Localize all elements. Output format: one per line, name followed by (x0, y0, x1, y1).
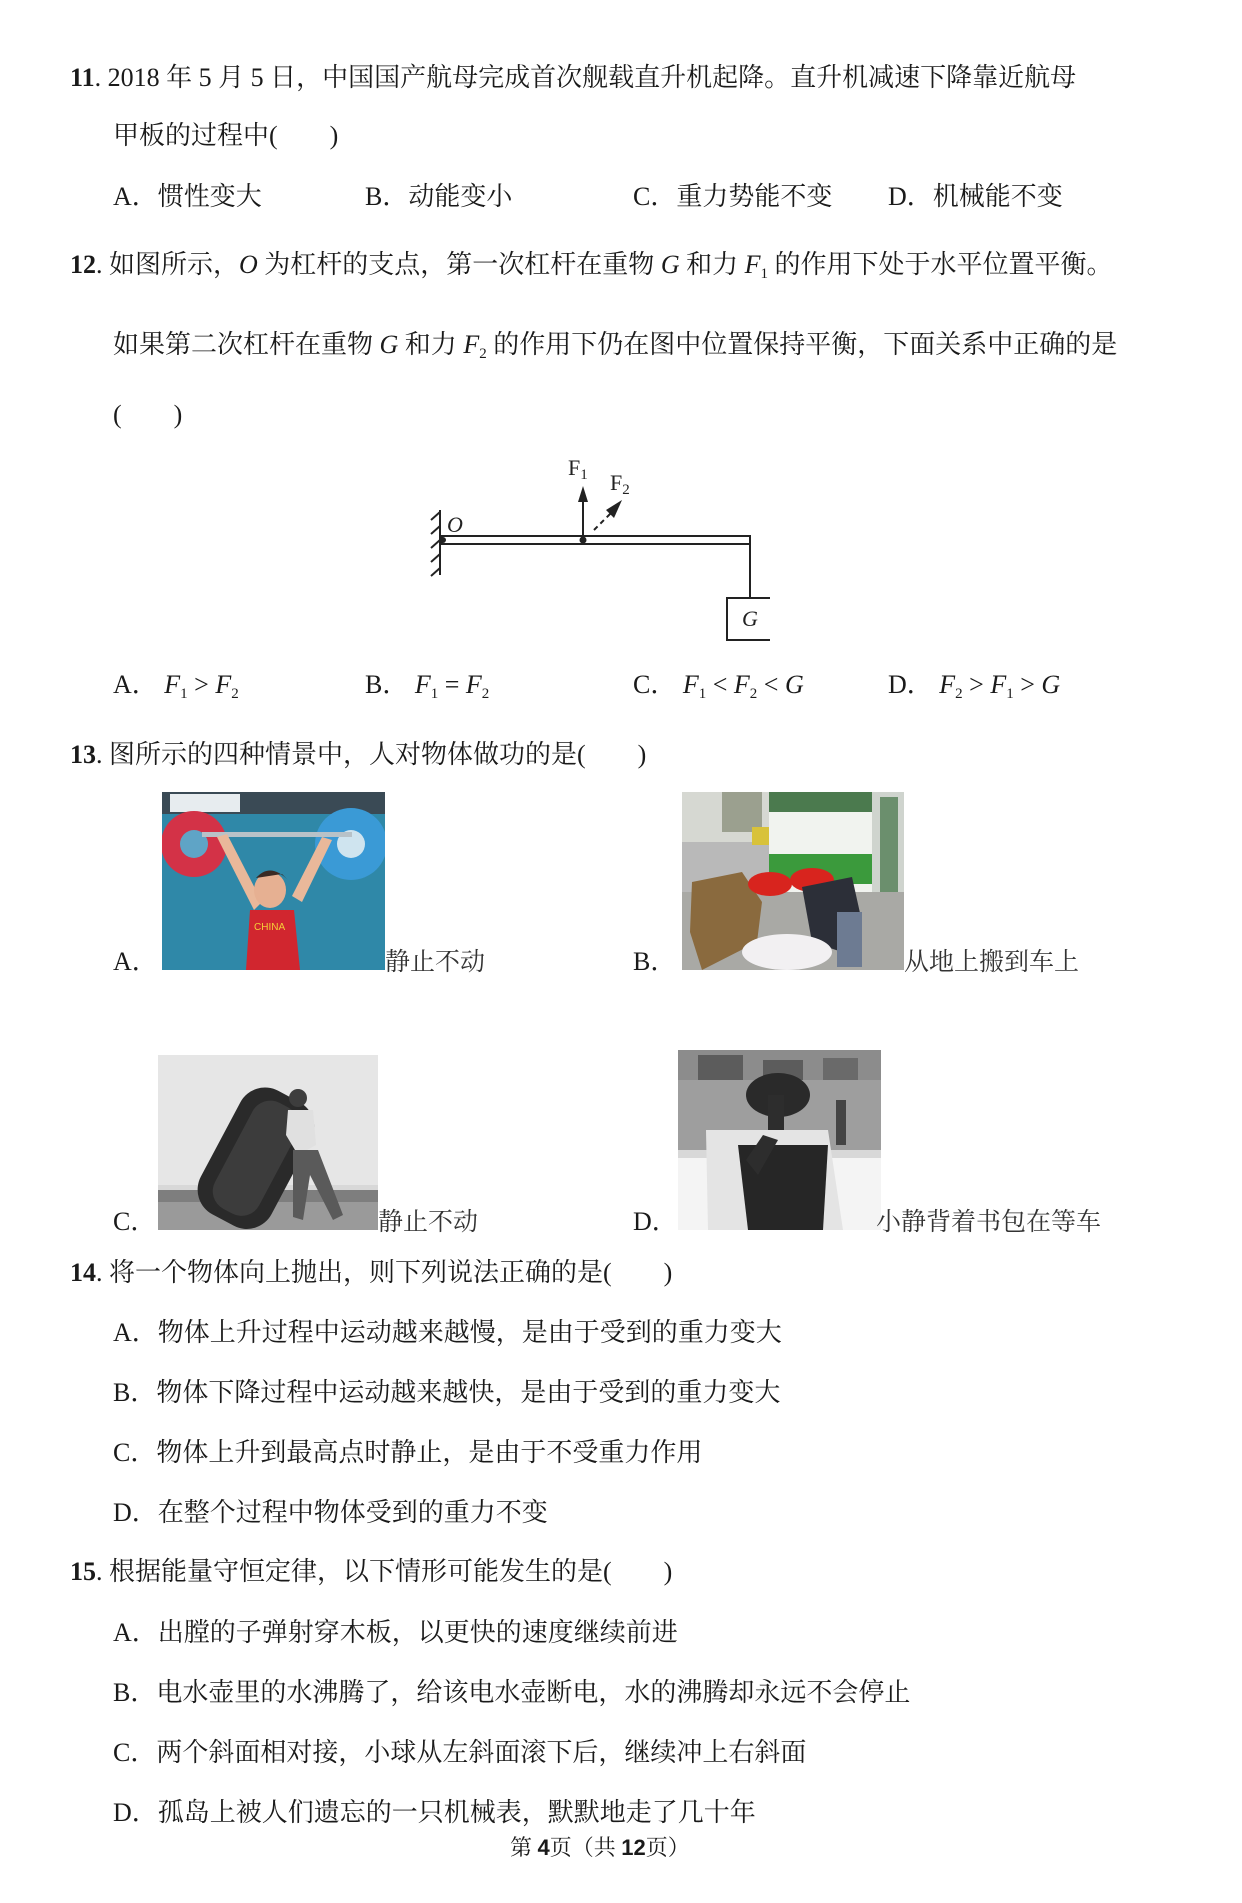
question-11-option-b[interactable]: B．动能变小 (365, 182, 513, 211)
question-11-stem-line-1: 11. 2018 年 5 月 5 日，中国国产航母完成首次舰载直升机起降。直升机减速下降靠近航母 (70, 63, 1077, 92)
question-12-option-d[interactable]: D． $F_2 > F_1 > G$ (888, 670, 1061, 702)
wall-hatch-icon (431, 510, 440, 576)
question-14-stem: 14. 将一个物体向上抛出，则下列说法正确的是( ) (70, 1258, 673, 1287)
question-14-option-c[interactable]: C．物体上升到最高点时静止，是由于不受重力作用 (113, 1438, 703, 1467)
current-page: 4 (537, 1835, 550, 1860)
question-13-option-d-label[interactable]: D． (633, 1207, 678, 1236)
lever-diagram (430, 440, 770, 650)
question-13-option-c-label[interactable]: C． (113, 1207, 157, 1236)
question-15-option-c[interactable]: C．两个斜面相对接，小球从左斜面滚下后，继续冲上右斜面 (113, 1738, 807, 1767)
question-13-option-b-caption: 从地上搬到车上 (904, 947, 1080, 976)
pivot-label: O (447, 512, 463, 537)
question-14-option-b[interactable]: B．物体下降过程中运动越来越快，是由于受到的重力变大 (113, 1378, 781, 1407)
question-13-option-d-caption: 小静背着书包在等车 (876, 1207, 1102, 1236)
question-12-stem-line-2: 如果第二次杠杆在重物 G 和力 $F_2$ 的作用下仍在图中位置保持平衡，下面关系中正确的是 (113, 330, 1118, 362)
svg-text:G: G (742, 606, 758, 631)
question-11-option-a[interactable]: A．惯性变大 (113, 182, 262, 211)
question-12-option-b[interactable]: B． $F_1 = F_2$ (365, 670, 490, 702)
force-f2-arrow-icon (594, 500, 622, 530)
question-15-option-a[interactable]: A．出膛的子弹射穿木板，以更快的速度继续前进 (113, 1618, 678, 1647)
svg-text:CHINA: CHINA (254, 922, 286, 933)
question-number: 12 (70, 250, 96, 279)
question-13-option-a-caption: 静止不动 (385, 947, 486, 976)
question-11-stem-line-2: 甲板的过程中( ) (113, 121, 339, 150)
total-pages: 12 (621, 1835, 646, 1860)
question-13-option-c-caption: 静止不动 (378, 1207, 479, 1236)
question-12-option-c[interactable]: C． $F_1 < F_2 < G$ (633, 670, 804, 702)
girl-backpack-photo (678, 1050, 881, 1230)
weightlifter-photo (162, 792, 385, 970)
question-11-option-c[interactable]: C．重力势能不变 (633, 182, 833, 211)
lever-bar (442, 536, 750, 544)
page-footer: 第 4页（共 12页） (510, 1835, 690, 1860)
question-12-option-a[interactable]: A． $F_1 > F_2$ (113, 670, 239, 702)
pushing-tire-photo (158, 1055, 378, 1230)
question-number: 14 (70, 1258, 96, 1287)
svg-text:F1: F1 (568, 455, 588, 483)
question-13-stem: 13. 图所示的四种情景中，人对物体做功的是( ) (70, 740, 647, 769)
question-14-option-a[interactable]: A．物体上升过程中运动越来越慢，是由于受到的重力变大 (113, 1318, 782, 1347)
question-number: 11 (70, 63, 95, 92)
force-f1-arrow-icon (578, 486, 588, 538)
question-13-option-b-label[interactable]: B． (633, 947, 677, 976)
question-14-option-d[interactable]: D．在整个过程中物体受到的重力不变 (113, 1498, 548, 1527)
question-number: 13 (70, 740, 96, 769)
question-15-stem: 15. 根据能量守恒定律，以下情形可能发生的是( ) (70, 1557, 673, 1586)
question-number: 15 (70, 1557, 96, 1586)
svg-text:F2: F2 (610, 470, 630, 498)
lifting-bag-photo (682, 792, 904, 970)
question-12-answer-blank: ( ) (113, 400, 183, 429)
question-15-option-b[interactable]: B．电水壶里的水沸腾了，给该电水壶断电，水的沸腾却永远不会停止 (113, 1678, 911, 1707)
question-13-option-a-label[interactable]: A． (113, 947, 158, 976)
question-15-option-d[interactable]: D．孤岛上被人们遗忘的一只机械表，默默地走了几十年 (113, 1798, 756, 1827)
question-11-option-d[interactable]: D．机械能不变 (888, 182, 1063, 211)
question-12-stem-line-1: 12. 如图所示，O 为杠杆的支点，第一次杠杆在重物 G 和力 $F_1$ 的作用下处于水平位置平衡。 (70, 250, 1113, 282)
